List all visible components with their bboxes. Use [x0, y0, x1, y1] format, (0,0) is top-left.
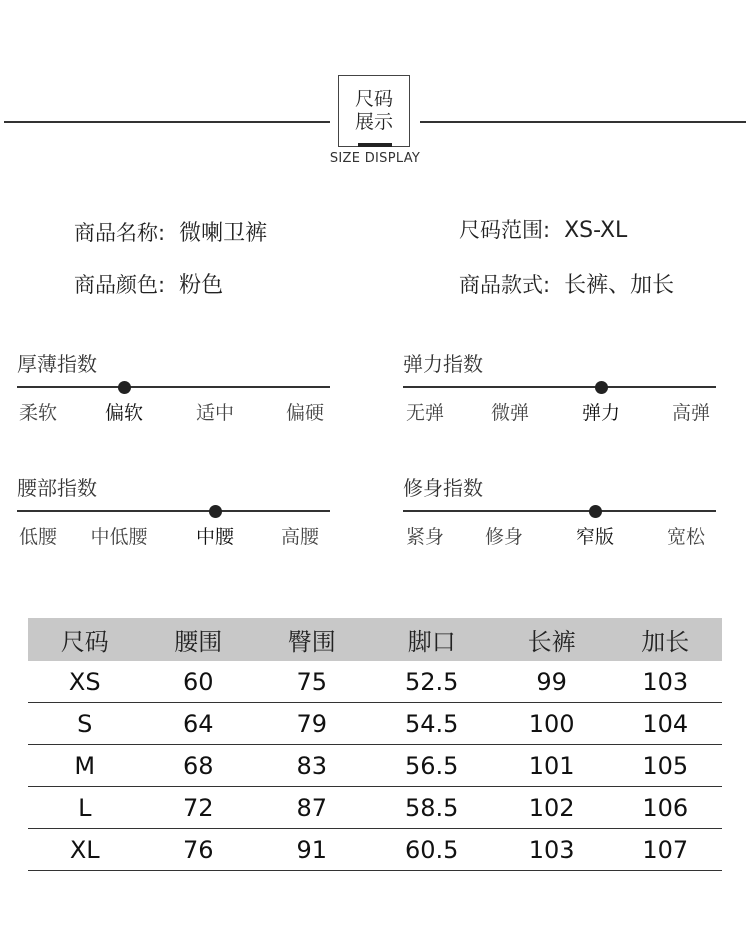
- table-cell: L: [28, 787, 142, 829]
- table-row: [28, 703, 722, 745]
- table-cell: 100: [495, 703, 609, 745]
- table-cell: 56.5: [369, 745, 495, 787]
- size-range-row: [459, 214, 627, 244]
- table-row: [28, 661, 722, 703]
- product-style-label: 商品款式:: [459, 273, 551, 297]
- table-cell: 105: [608, 745, 722, 787]
- title-line-1: 尺码: [354, 88, 393, 110]
- fit-index-option: 紧身: [405, 526, 445, 548]
- elasticity-index-option: 无弹: [405, 402, 445, 424]
- product-style-row: [459, 268, 674, 299]
- table-cell: 76: [142, 829, 256, 871]
- table-cell: 52.5: [369, 661, 495, 703]
- elasticity-index-title: 弹力指数: [403, 352, 483, 376]
- waist-index-option: 低腰: [18, 526, 58, 548]
- table-header-cell: 臀围: [255, 618, 369, 661]
- table-cell: 102: [495, 787, 609, 829]
- header-rule-right: [420, 121, 746, 123]
- elasticity-index-marker: [595, 381, 608, 394]
- thickness-index-option: 适中: [195, 402, 235, 424]
- table-cell: 79: [255, 703, 369, 745]
- table-cell: 83: [255, 745, 369, 787]
- waist-index-marker: [209, 505, 222, 518]
- table-cell: 103: [495, 829, 609, 871]
- fit-index-marker: [589, 505, 602, 518]
- table-cell: XL: [28, 829, 142, 871]
- size-range-label: 尺码范围:: [459, 218, 551, 242]
- size-range-value: XS-XL: [564, 218, 628, 243]
- elasticity-index-track: [403, 386, 716, 388]
- elasticity-index-option: 高弹: [671, 402, 711, 424]
- product-style-value: 长裤、加长: [564, 273, 675, 298]
- elasticity-index-option: 弹力: [581, 402, 621, 424]
- elasticity-index-option: 微弹: [490, 402, 530, 424]
- thickness-index-marker: [118, 381, 131, 394]
- table-cell: 58.5: [369, 787, 495, 829]
- table-row: [28, 787, 722, 829]
- table-cell: S: [28, 703, 142, 745]
- product-name-row: [74, 216, 267, 247]
- product-color-value: 粉色: [179, 273, 224, 298]
- fit-index-option: 宽松: [666, 526, 706, 548]
- size-display-title-box: [338, 75, 410, 147]
- table-row: [28, 745, 722, 787]
- size-display-subtitle: SIZE DISPLAY: [329, 151, 421, 166]
- fit-index-track: [403, 510, 716, 512]
- table-header-cell: 腰围: [142, 618, 256, 661]
- table-cell: 103: [608, 661, 722, 703]
- table-row: [28, 829, 722, 871]
- table-cell: 60: [142, 661, 256, 703]
- thickness-index-track: [17, 386, 330, 388]
- table-cell: 99: [495, 661, 609, 703]
- thickness-index-option: 柔软: [18, 402, 58, 424]
- table-header-cell: 长裤: [495, 618, 609, 661]
- size-table: [28, 618, 722, 871]
- table-cell: 104: [608, 703, 722, 745]
- table-cell: 72: [142, 787, 256, 829]
- table-cell: 64: [142, 703, 256, 745]
- table-cell: 75: [255, 661, 369, 703]
- title-line-2: 展示: [354, 111, 393, 133]
- thickness-index-option: 偏硬: [285, 402, 325, 424]
- table-cell: 60.5: [369, 829, 495, 871]
- table-body: [28, 661, 722, 871]
- table-cell: 107: [608, 829, 722, 871]
- product-name-value: 微喇卫裤: [179, 221, 268, 246]
- waist-index-track: [17, 510, 330, 512]
- thickness-index-title: 厚薄指数: [17, 352, 97, 376]
- table-header-row: [28, 618, 722, 661]
- thickness-index-option: 偏软: [104, 402, 144, 424]
- table-cell: 106: [608, 787, 722, 829]
- waist-index-option: 中低腰: [90, 526, 148, 548]
- table-cell: 68: [142, 745, 256, 787]
- table-cell: 91: [255, 829, 369, 871]
- table-header-cell: 尺码: [28, 618, 142, 661]
- fit-index-option: 窄版: [575, 526, 615, 548]
- product-name-label: 商品名称:: [74, 221, 166, 245]
- product-color-label: 商品颜色:: [74, 273, 166, 297]
- header-rule-left: [4, 121, 330, 123]
- waist-index-option: 中腰: [195, 526, 235, 548]
- table-cell: XS: [28, 661, 142, 703]
- table-header-cell: 脚口: [369, 618, 495, 661]
- waist-index-title: 腰部指数: [17, 476, 97, 500]
- table-cell: 101: [495, 745, 609, 787]
- title-underline: [358, 143, 392, 147]
- table-cell: 87: [255, 787, 369, 829]
- table-cell: 54.5: [369, 703, 495, 745]
- fit-index-option: 修身: [484, 526, 524, 548]
- product-color-row: [74, 268, 223, 299]
- fit-index-title: 修身指数: [403, 476, 483, 500]
- waist-index-option: 高腰: [280, 526, 320, 548]
- table-header-cell: 加长: [608, 618, 722, 661]
- table-cell: M: [28, 745, 142, 787]
